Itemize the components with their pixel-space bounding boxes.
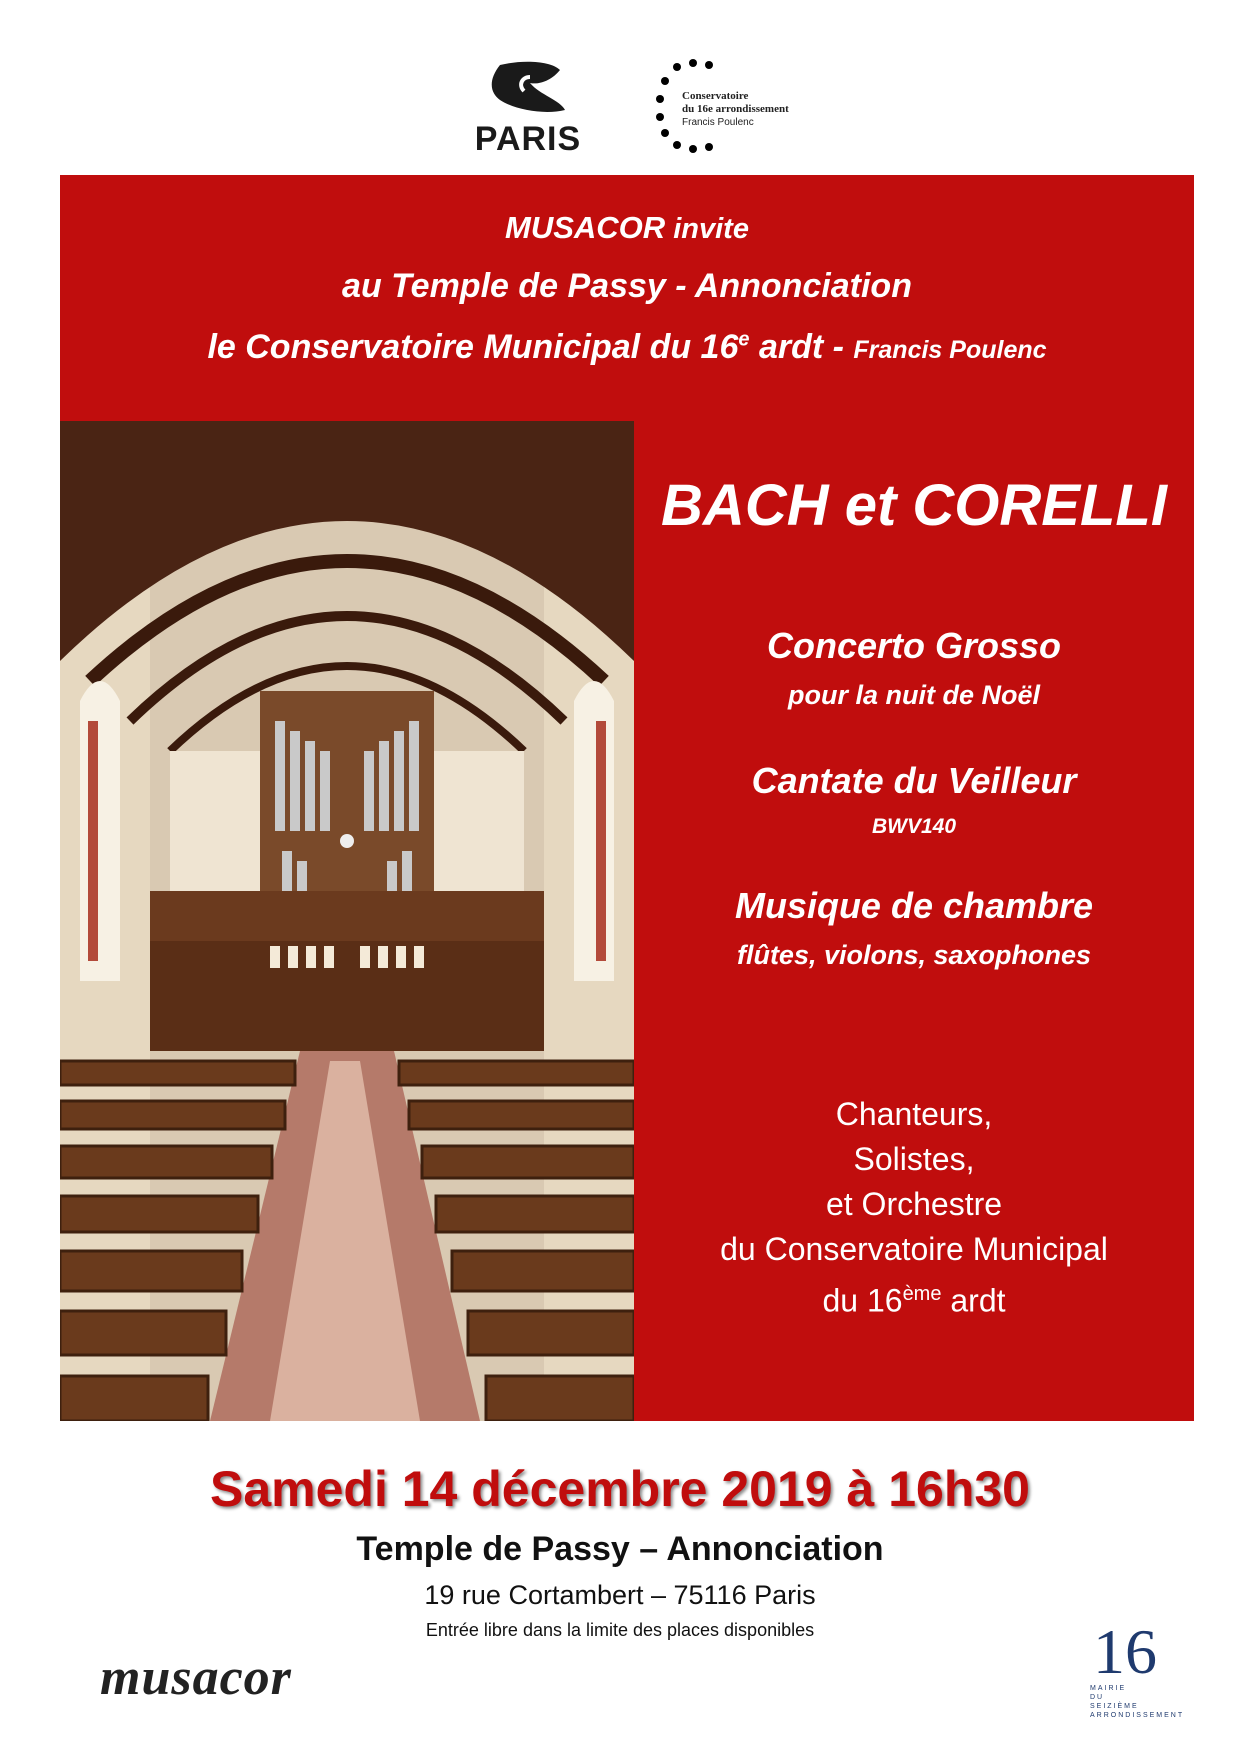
paris-logo-text: PARIS	[474, 120, 582, 158]
mairie-caption: MAIRIE	[1090, 1685, 1127, 1692]
musacor-logo: musacor	[100, 1649, 292, 1706]
venue-name: Temple de Passy – Annonciation	[356, 1530, 884, 1568]
conservatoire-name: Conservatoire	[682, 90, 749, 102]
concert-date: Samedi 14 décembre 2019 à 16h30	[210, 1461, 1030, 1517]
program-item-title: Musique de chambre	[734, 885, 1094, 926]
musacor-name: MUSACOR	[505, 210, 666, 245]
district-text: du 16	[822, 1282, 903, 1319]
conservatoire-logo	[655, 55, 855, 155]
performers-line	[634, 1272, 1194, 1324]
mairie-number: 16	[1093, 1616, 1157, 1687]
church-interior-photo	[60, 421, 634, 1421]
invite-text: invite	[665, 213, 749, 245]
program-item-title: Concerto Grosso	[766, 625, 1062, 666]
mairie-16-logo	[1080, 1616, 1185, 1740]
conservatoire-district: du 16e arrondissement	[682, 103, 789, 115]
performers-line: Solistes,	[853, 1141, 975, 1177]
entry-note: Entrée libre dans la limite des places disponibles	[425, 1620, 815, 1640]
program-item-subtitle: flûtes, violons, saxophones	[736, 940, 1092, 970]
concert-title: BACH et CORELLI	[661, 473, 1167, 538]
performers-line: Chanteurs,	[835, 1096, 993, 1132]
superscript-eme: ème	[902, 1283, 942, 1305]
performers-line: et Orchestre	[825, 1186, 1003, 1222]
header-line-3	[60, 328, 1194, 367]
program-item-subtitle: pour la nuit de Noël	[787, 680, 1040, 710]
header-line-1	[60, 210, 1194, 246]
performers-block	[634, 1092, 1194, 1324]
superscript-e: e	[738, 328, 750, 351]
program-item-subtitle: BWV140	[871, 815, 957, 838]
ardt-text: ardt	[941, 1282, 1006, 1319]
ardt-text: ardt -	[749, 328, 854, 366]
venue-address: 19 rue Cortambert – 75116 Paris	[424, 1580, 816, 1610]
performers-line: du Conservatoire Municipal	[720, 1231, 1108, 1267]
conservatoire-line: le Conservatoire Municipal du 16	[207, 328, 739, 366]
program-item-title: Cantate du Veilleur	[751, 760, 1077, 801]
francis-poulenc-text: Francis Poulenc	[853, 336, 1047, 364]
mairie-caption: ARRONDISSEMENT	[1090, 1712, 1185, 1719]
mairie-caption: DU	[1090, 1694, 1105, 1701]
mairie-caption: SEIZIÈME	[1090, 1703, 1139, 1710]
header-line-2: au Temple de Passy - Annonciation	[342, 267, 912, 305]
conservatoire-poulenc: Francis Poulenc	[682, 117, 754, 128]
